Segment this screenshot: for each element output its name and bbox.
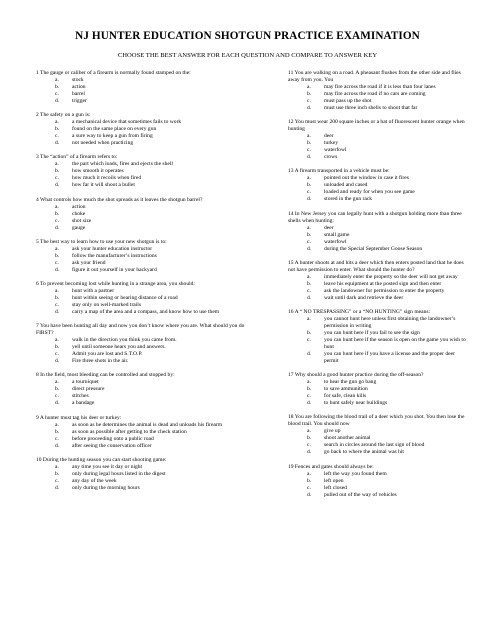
option-letter: c. [55,259,59,266]
answer-option [36,358,252,365]
answer-option [288,196,468,203]
option-letter: b. [55,386,60,393]
answer-option [288,351,468,365]
option-text: for safe, clean kills [324,393,367,400]
option-letter: a. [307,315,311,322]
option-text: go back to where the animal was hit [324,449,404,456]
option-letter: b. [55,210,60,217]
answer-option [36,98,252,105]
option-text: pulled out of the way of vehicles [324,491,397,498]
option-letter: b. [55,294,60,301]
option-text: must pass up the shot [324,98,372,104]
option-text: crows [324,154,338,161]
answer-option [36,302,252,309]
answer-option [288,84,468,91]
option-text: left closed [324,484,347,491]
question-item [36,154,252,189]
option-text: before proceeding onto a public road [72,435,154,442]
question-item [288,260,468,302]
option-text: to hunt safely near buildings [324,400,388,407]
option-text: yell until someone hears you and answers. [72,344,166,351]
option-letter: a. [55,337,59,344]
option-text: a tourniquet [72,379,99,386]
option-text: during the Special September Goose Season [324,245,423,252]
option-text: barrel [72,91,85,97]
answer-option [36,429,252,436]
option-letter: a. [55,77,59,83]
option-letter: c. [307,442,311,449]
answer-option [288,91,468,98]
option-letter: c. [307,393,311,400]
option-letter: b. [307,329,312,336]
answer-option [36,379,252,386]
option-text: stitches [72,393,89,400]
question-item [36,415,252,450]
answer-option [288,428,468,435]
option-text: you can hunt here if the season is open on the game you wish to hunt [324,336,466,350]
option-letter: d. [55,442,60,449]
question-item [288,211,468,253]
option-letter: c. [307,484,311,491]
answer-option [36,422,252,429]
question-item [36,457,252,492]
option-letter: c. [307,238,311,245]
answer-option [36,267,252,274]
option-letter: c. [55,301,59,308]
option-text: leave his equipment at the posted sign and then enter [324,280,442,287]
answer-option [288,485,468,492]
option-text: Admit you are lost and S.T.O.P. [72,351,143,358]
option-text: deer [324,224,334,231]
answer-option [288,105,468,112]
option-text: may fire across the road if it is less than four lanes [324,84,436,90]
right-question-column [288,70,468,506]
option-letter: d. [307,245,312,252]
question-text: 19 Fences and gates should always be: [288,463,374,470]
option-letter: d. [307,154,312,161]
option-letter: a. [307,84,311,90]
question-text: 13 A firearm transported in a vehicle must be: [288,168,390,175]
question-text: 5 The best way to learn how to use your new shotgun is to: [36,238,167,245]
option-letter: d. [55,224,60,231]
option-letter: c. [55,175,59,182]
option-letter: d. [55,400,60,407]
option-letter: d. [307,449,312,456]
option-text: Fire three shots in the air. [72,358,129,365]
option-letter: a. [307,470,311,477]
answer-option [36,485,252,492]
question-item [36,70,252,105]
answer-option [36,351,252,358]
option-text: action [72,203,86,210]
option-text: you cannot hunt here unless first obtaining the landowner’s permission in writing [324,315,456,329]
option-text: action [72,84,86,90]
answer-option [288,246,468,253]
option-text: waterfowl [324,238,347,245]
option-letter: d. [55,358,60,365]
option-text: as soon as possible after getting to the check station [72,428,187,435]
page-subtitle: CHOOSE THE BEST ANSWER FOR EACH QUESTION AND COMPARE TO ANSWER KEY [117,52,378,59]
option-letter: c. [55,133,59,140]
option-text: any time you see it day or night [72,463,143,470]
answer-option [288,225,468,232]
option-letter: d. [55,484,60,491]
option-text: figure it out yourself in your backyard [72,266,157,273]
answer-option [288,386,468,393]
option-text: loaded and ready for when you see game [324,189,415,196]
option-letter: b. [307,182,312,189]
question-item [288,309,468,365]
question-text: 11 You are walking on a road. A pheasant flushes from the other side and flies away from you. You [288,70,461,83]
option-text: waterfowl [324,147,347,154]
option-letter: a. [55,287,59,294]
question-item [288,464,468,499]
question-text: 1 The gauge or caliber of a firearm is normally found stamped on the: [36,70,191,76]
option-letter: a. [55,245,59,252]
answer-option [288,337,468,351]
option-letter: d. [307,105,312,111]
question-text: 16 A “ NO TRESPASSING” or a “NO HUNTING” sign means: [288,308,431,315]
option-letter: d. [55,98,60,104]
question-item [288,119,468,161]
option-letter: d. [55,140,60,147]
option-text: not needed when practicing [72,140,134,147]
option-letter: a. [55,203,59,210]
option-letter: c. [55,435,59,442]
option-letter: b. [55,470,60,477]
answer-option [288,133,468,140]
option-letter: d. [55,266,60,273]
left-question-column [36,70,252,499]
answer-option [36,77,252,84]
option-text: shot size [72,217,92,224]
answer-option [36,471,252,478]
question-item [36,372,252,407]
option-text: search in circles around the last sign of blood [324,442,425,449]
option-letter: a. [307,175,311,182]
answer-option [36,211,252,218]
answer-option [36,443,252,450]
question-item [288,372,468,407]
answer-option [36,168,252,175]
question-item [36,112,252,147]
answer-option [36,140,252,147]
answer-option [288,442,468,449]
question-item [288,168,468,203]
question-item [288,414,468,456]
option-letter: b. [307,140,312,147]
option-letter: d. [307,400,312,407]
option-letter: b. [307,435,312,442]
option-text: a mechanical device that sometimes fails to work [72,119,182,126]
answer-option [36,218,252,225]
answer-option [36,393,252,400]
option-letter: a. [55,161,59,168]
page-title: NJ HUNTER EDUCATION SHOTGUN PRACTICE EXAMINATION [75,30,420,42]
answer-option [36,84,252,91]
answer-option [288,478,468,485]
option-text: to hear the gun go bang [324,379,377,386]
option-letter: b. [307,386,312,393]
option-text: ask your friend [72,259,106,266]
option-text: unloaded and cased [324,182,368,189]
option-text: deer [324,133,334,140]
option-letter: c. [307,287,311,294]
answer-option [36,478,252,485]
option-text: may fire across the road if no cars are coming [324,91,426,97]
option-letter: c. [55,91,59,97]
answer-option [36,225,252,232]
option-text: shoot another animal [324,435,371,442]
option-letter: d. [307,196,312,203]
option-letter: b. [55,126,60,133]
option-text: follow the manufacturer’s instructions [72,252,157,259]
option-text: hunt within seeing or hearing distance of a road [72,294,178,301]
option-text: ask the landowner for permission to enter the property [324,287,445,294]
option-text: trigger [72,98,87,104]
option-letter: a. [307,224,311,231]
answer-option [288,140,468,147]
option-text: stored in the gun rack [324,196,373,203]
option-text: after seeing the conservation officer [72,442,152,449]
answer-option [36,253,252,260]
answer-option [288,274,468,281]
question-text: 12 You must wear 200 square inches or a hat of fluorescent hunter orange when hunting [288,119,465,133]
question-text: 18 You are following the blood trail of a deer which you shot. You then lose the blood trail. You should now [288,414,465,428]
option-text: ask your hunter education instructor [72,245,153,252]
option-letter: b. [307,477,312,484]
option-letter: a. [55,119,59,126]
option-letter: a. [55,463,59,470]
option-letter: a. [307,133,311,140]
option-letter: b. [55,252,60,259]
question-item [36,323,252,365]
answer-option [288,288,468,295]
option-text: only during legal hours listed in the digest [72,470,166,477]
option-text: must use three inch shells to shoot that far [324,105,418,111]
answer-option [288,239,468,246]
answer-option [288,98,468,105]
option-text: hunt with a partner [72,287,115,294]
question-item [36,239,252,274]
answer-option [36,204,252,211]
option-letter: c. [55,393,59,400]
option-text: turkey [324,140,339,147]
question-text: 3 The “action” of a firearm refers to: [36,154,118,161]
answer-option [36,386,252,393]
option-letter: a. [55,421,59,428]
answer-option [36,464,252,471]
question-text: 7 You have been hunting all day and now you don’t know where you are. What should you do FIRST? [36,323,245,337]
option-text: how much it recoils when fired [72,175,142,182]
question-text: 10 During the hunting season you can start shooting game: [36,456,167,463]
answer-option [36,295,252,302]
answer-option [36,260,252,267]
option-text: direct pressure [72,386,105,393]
option-text: left open [324,477,344,484]
answer-option [36,288,252,295]
question-item [36,197,252,232]
option-text: only during the morning hours [72,484,140,491]
option-text: as soon as he determines the animal is dead and unloads his firearm [72,421,223,428]
option-letter: a. [307,379,311,386]
answer-option [36,182,252,189]
option-letter: a. [307,273,311,280]
option-text: walk in the direction you think you came from. [72,337,177,344]
option-text: small game [324,231,350,238]
option-letter: a. [307,428,311,435]
option-letter: d. [55,308,60,315]
question-text: 4 What controls how much the shot spreads as it leaves the shotgun barrel? [36,196,203,203]
option-letter: b. [307,280,312,287]
answer-option [36,400,252,407]
answer-option [288,400,468,407]
question-text: 2 The safety on a gun is: [36,112,91,119]
question-text: 6 To prevent becoming lost while hunting in a strange area, you should: [36,280,195,287]
option-text: to save ammunition [324,386,368,393]
option-letter: d. [307,294,312,301]
option-letter: d. [307,350,312,357]
question-text: 9 A hunter must tag his deer or turkey: [36,414,122,421]
option-text: how far it will shoot a bullet [72,182,135,189]
answer-option [36,337,252,344]
answer-option [288,154,468,161]
question-item [288,70,468,112]
option-letter: b. [307,91,312,97]
answer-option [36,133,252,140]
question-text: 14 In New Jersey you can legally hunt with a shotgun holding more than three shells when hunting: [288,210,462,224]
option-letter: c. [55,217,59,224]
option-letter: d. [55,182,60,189]
answer-option [36,436,252,443]
question-text: 15 A hunter shoots at and hits a deer which then enters posted land that he does not have permission to enter. What should the hunter do? [288,259,464,273]
answer-option [288,232,468,239]
answer-option [288,175,468,182]
option-letter: c. [55,351,59,358]
option-text: stock [72,77,84,83]
answer-option [36,309,252,316]
option-text: any day of the week [72,477,117,484]
option-text: give up [324,428,341,435]
option-text: how smooth it operates [72,168,124,175]
answer-option [36,91,252,98]
answer-option [36,246,252,253]
option-text: immediately enter the property so the deer will not get away [324,273,458,280]
option-text: pointed out the window in case it fires [324,175,409,182]
option-text: you can hunt here if you have a license and the proper deer permit [324,350,455,364]
answer-option [288,492,468,499]
option-letter: a. [55,379,59,386]
question-item [36,281,252,316]
option-letter: c. [55,477,59,484]
option-letter: c. [307,189,311,196]
option-letter: b. [55,428,60,435]
answer-option [36,161,252,168]
answer-option [288,316,468,330]
option-letter: c. [307,98,311,104]
option-letter: b. [307,231,312,238]
answer-option [288,281,468,288]
answer-option [36,344,252,351]
answer-option [288,295,468,302]
answer-option [288,330,468,337]
question-text: 17 Why should a good hunter practice during the off-season? [288,372,424,379]
answer-option [288,449,468,456]
answer-option [288,147,468,154]
answer-option [288,189,468,196]
option-letter: d. [307,491,312,498]
option-text: stay only on well-marked trails [72,301,142,308]
answer-option [288,379,468,386]
option-text: wait until dark and retrieve the deer [324,294,404,301]
option-letter: b. [55,84,60,90]
answer-option [36,175,252,182]
option-letter: b. [55,168,60,175]
option-text: left the way you found them [324,470,387,477]
option-text: gauge [72,224,86,231]
option-letter: b. [55,344,60,351]
option-text: a sure way to keep a gun from firing [72,133,153,140]
option-text: choke [72,210,86,217]
option-text: a bandage [72,400,95,407]
option-letter: c. [307,336,311,343]
option-text: the part which loads, fires and ejects the shell [72,161,173,168]
answer-option [288,471,468,478]
option-letter: c. [307,147,311,154]
option-text: you can hunt here if you fail to see the sign [324,329,420,336]
option-text: found on the same place on every gun [72,126,157,133]
option-text: carry a map of the area and a compass, and know how to use them [72,308,220,315]
question-text: 8 In the field, most bleeding can be controlled and stopped by: [36,372,175,379]
